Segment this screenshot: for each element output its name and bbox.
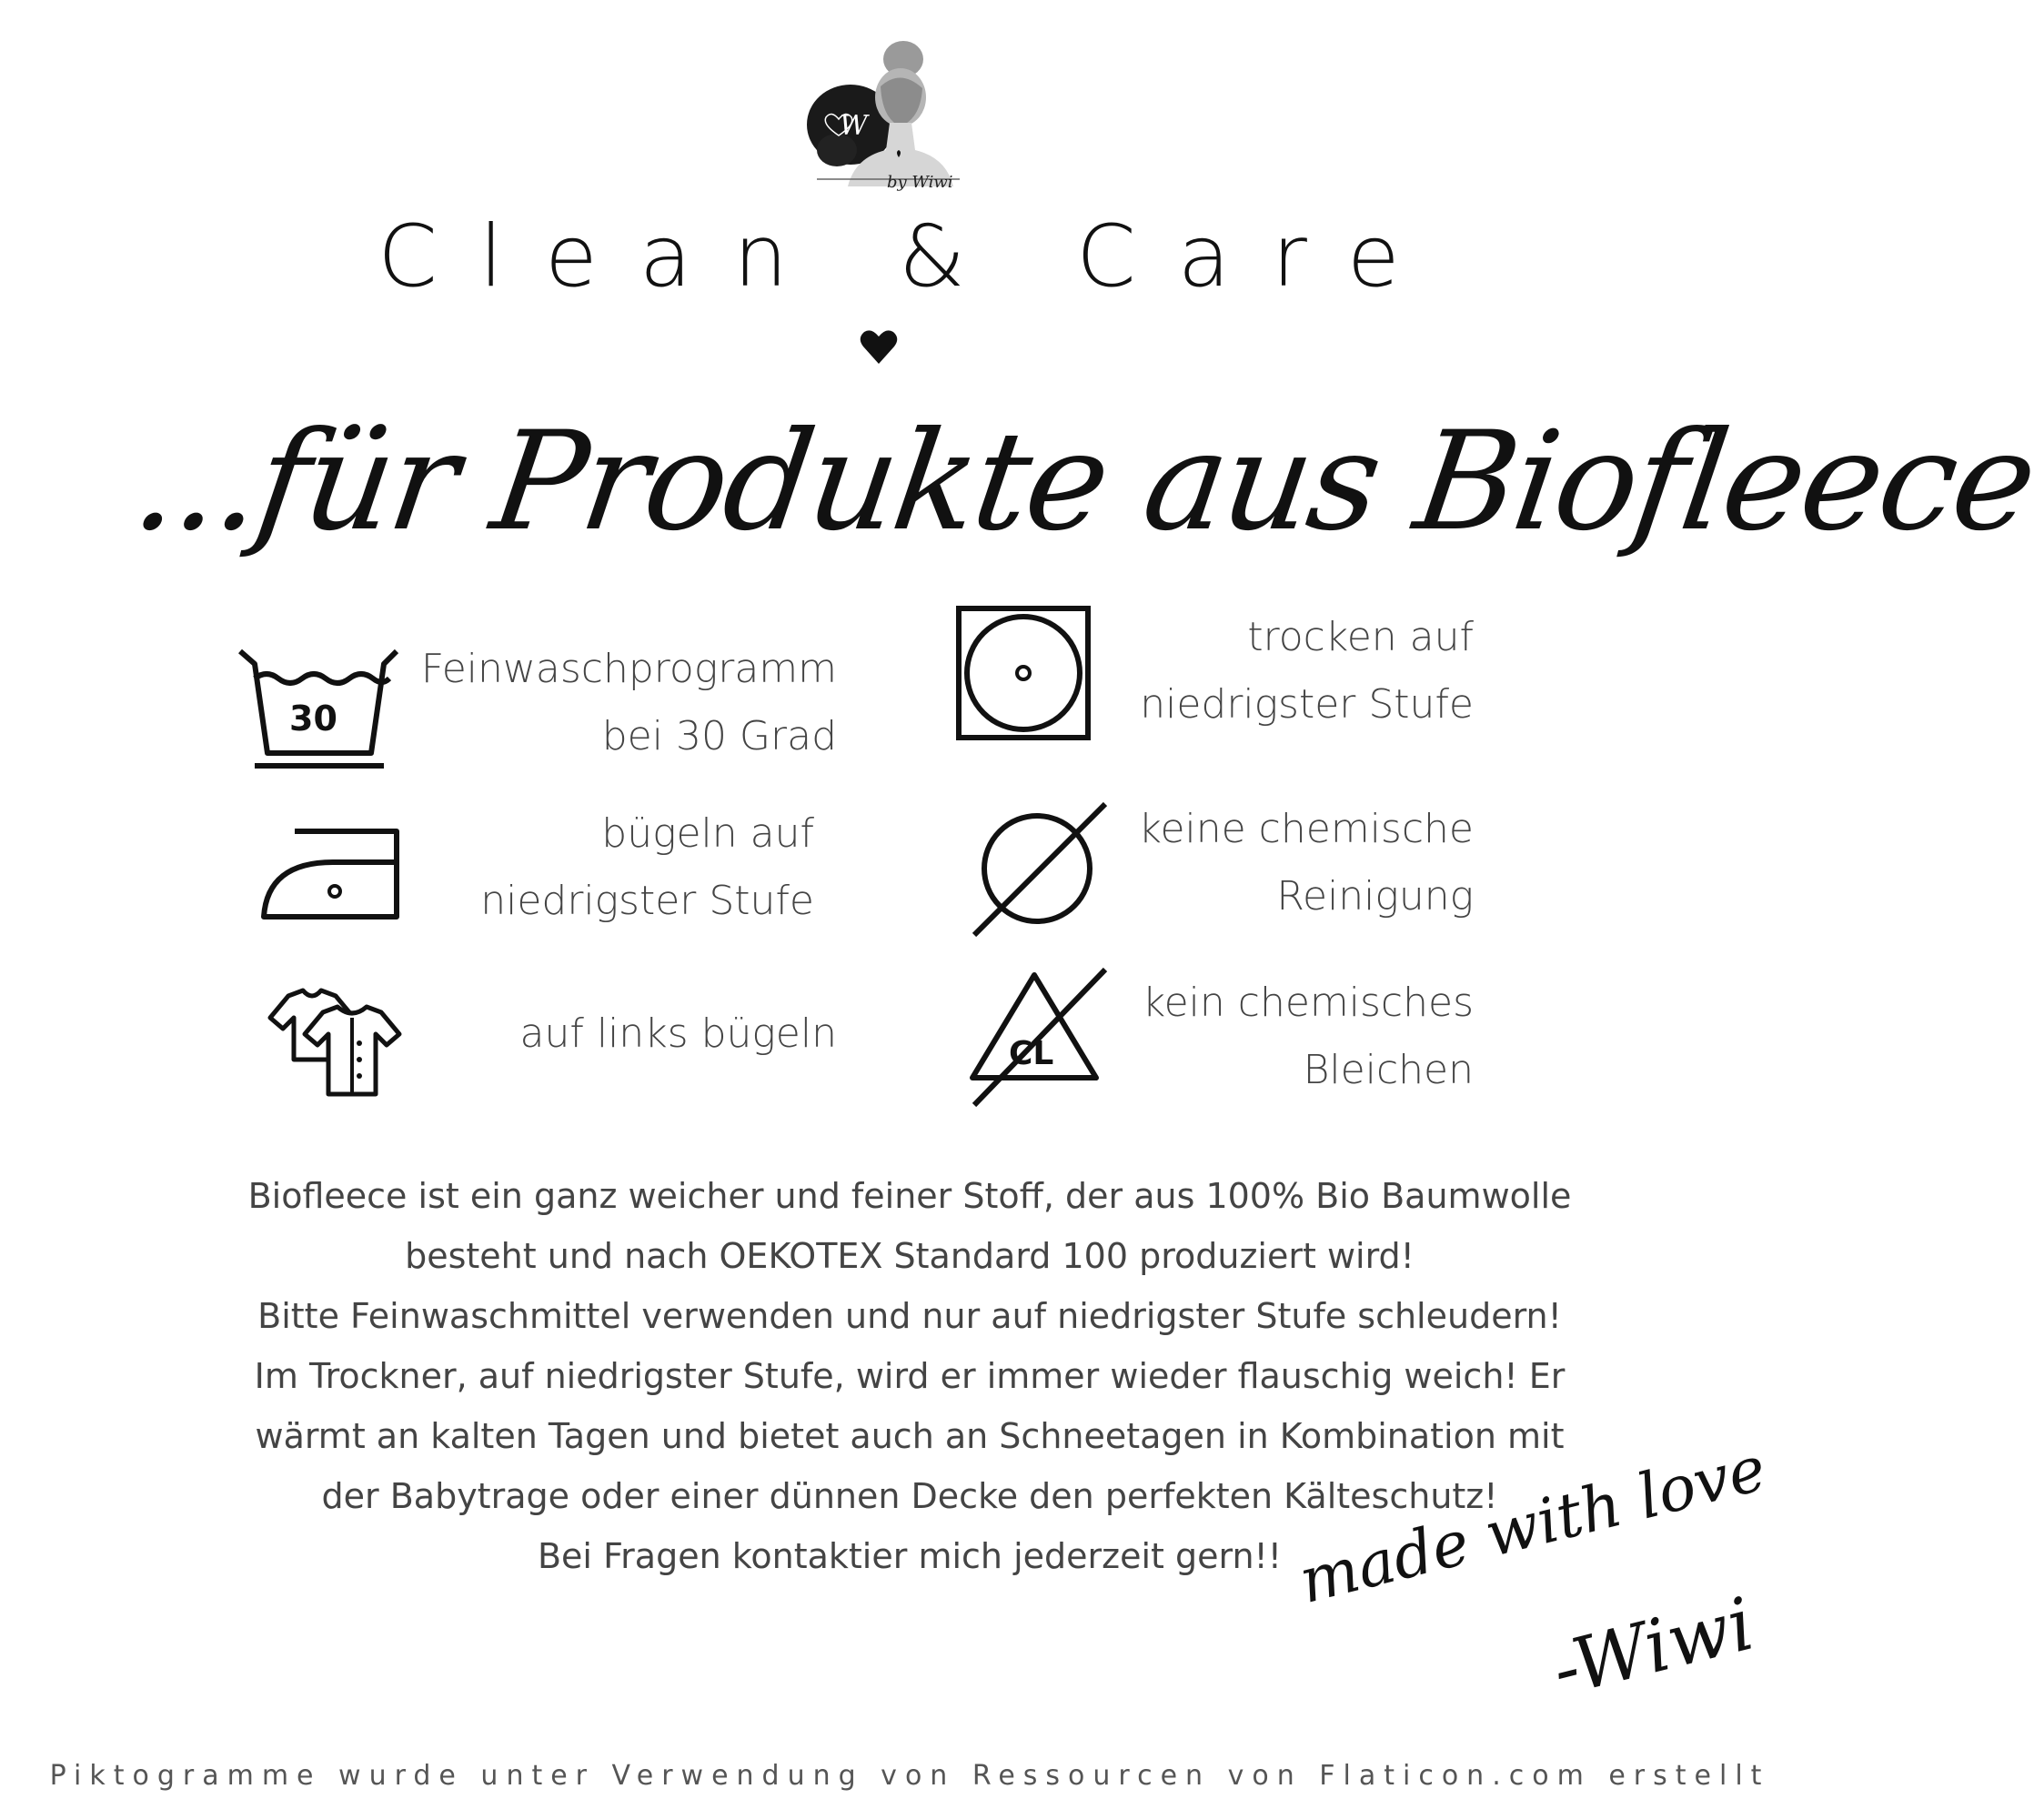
wash-instruction [364, 636, 837, 770]
description-line: wärmt an kalten Tagen und bietet auch an Schneetagen in Kombination mit [255, 1416, 1565, 1456]
dry-instruction [1092, 604, 1474, 739]
description-line: Bei Fragen kontaktier mich jederzeit gern!! [537, 1536, 1283, 1576]
no-bleach-line-2: Bleichen [1303, 1047, 1474, 1093]
dry-line-2: niedrigster Stufe [1140, 681, 1474, 728]
no-dry-clean-instruction [1092, 796, 1474, 930]
iron-line-2: niedrigster Stufe [480, 878, 814, 924]
dry-line-1: trocken auf [1247, 614, 1474, 660]
attribution-footer: Piktogramme wurde unter Verwendung von Ressourcen von Flaticon.com erstellt [49, 1760, 1770, 1792]
logo-tagline: by Wiwi [887, 173, 953, 192]
iron-instruction [364, 800, 814, 935]
no-bleach-instruction [1092, 970, 1474, 1104]
wash-line-1: Feinwaschprogramm [420, 646, 837, 692]
signature-made-with-love: made with love [1292, 1432, 1773, 1618]
logo-monogram: W [840, 110, 868, 142]
description-line: Biofleece ist ein ganz weicher und feiner Stoff, der aus 100% Bio Baumwolle [247, 1176, 1572, 1216]
description-line: besteht und nach OEKOTEX Standard 100 produziert wird! [405, 1236, 1415, 1276]
bleach-cl-label: CL [1009, 1035, 1054, 1072]
page-subtitle: ...für Produkte aus Biofleece [125, 403, 2043, 561]
description-line: Im Trockner, auf niedrigster Stufe, wird er immer wieder flauschig weich! Er [254, 1356, 1566, 1396]
iron-line-1: bügeln auf [601, 810, 814, 857]
inside-out-shirts-icon [267, 987, 412, 1100]
tumble-dry-low-icon [955, 605, 1092, 741]
no-dry-clean-line-2: Reinigung [1276, 873, 1474, 920]
heart-icon [859, 327, 899, 367]
no-dry-clean-line-1: keine chemische [1138, 806, 1474, 852]
wash-temperature: 30 [289, 698, 337, 739]
no-bleach-line-1: kein chemisches [1142, 980, 1474, 1026]
description-line: Bitte Feinwaschmittel verwenden und nur auf niedrigster Stufe schleudern! [257, 1296, 1562, 1336]
page-title: Clean & Care [378, 207, 1442, 307]
inside-out-instruction: auf links bügeln [519, 1010, 837, 1057]
description-line: der Babytrage oder einer dünnen Decke den perfekten Kälteschutz! [321, 1476, 1498, 1516]
wash-line-2: bei 30 Grad [601, 713, 837, 759]
signature-name: -Wiwi [1544, 1581, 1762, 1713]
